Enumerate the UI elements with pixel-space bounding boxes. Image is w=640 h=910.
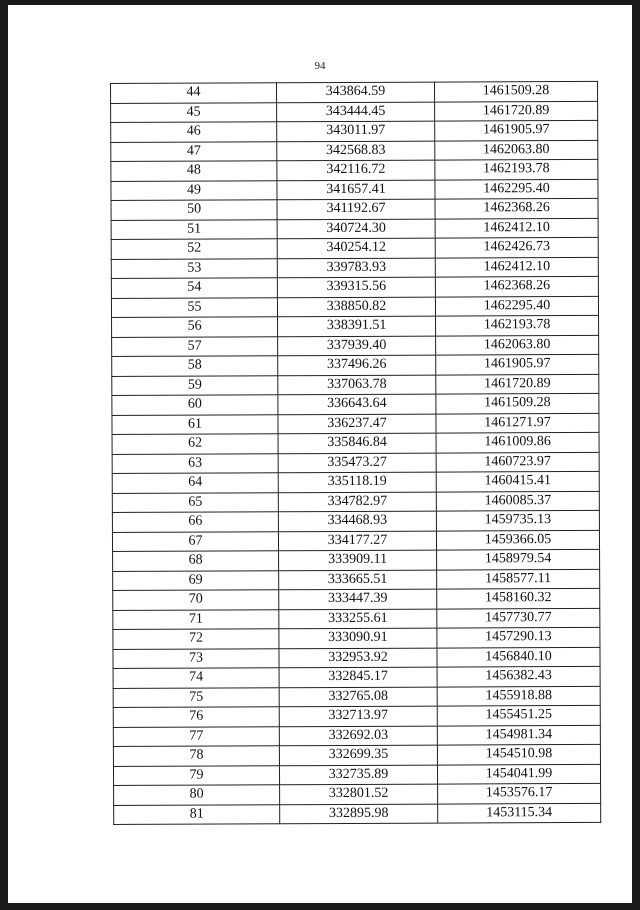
y-coordinate-cell: 1457290.13 [437,627,600,647]
point-number-cell: 64 [112,473,278,493]
x-coordinate-cell: 332735.89 [279,765,437,785]
x-coordinate-cell: 332713.97 [279,706,437,726]
x-coordinate-cell: 332699.35 [279,745,437,765]
x-coordinate-cell: 334177.27 [278,531,436,551]
y-coordinate-cell: 1458577.11 [437,569,600,589]
y-coordinate-cell: 1460415.41 [436,471,599,491]
x-coordinate-cell: 333665.51 [279,570,437,590]
y-coordinate-cell: 1462193.78 [435,159,598,179]
table-row [113,627,600,649]
x-coordinate-cell: 336237.47 [278,414,436,434]
table-row [111,296,598,318]
point-number-cell: 77 [113,726,279,746]
point-number-cell: 55 [111,297,277,317]
x-coordinate-cell: 342568.83 [277,141,435,161]
point-number-cell: 81 [114,804,280,824]
table-row [112,491,599,513]
y-coordinate-cell: 1455451.25 [437,705,600,725]
point-number-cell: 67 [112,531,278,551]
y-coordinate-cell: 1461720.89 [435,101,598,121]
table-row [113,569,600,591]
table-row [113,608,600,630]
y-coordinate-cell: 1462368.26 [435,198,598,218]
x-coordinate-cell: 332845.17 [279,667,437,687]
y-coordinate-cell: 1456840.10 [437,647,600,667]
y-coordinate-cell: 1460723.97 [436,452,599,472]
table-row [112,510,599,532]
point-number-cell: 69 [113,570,279,590]
table-row [111,140,598,162]
y-coordinate-cell: 1453576.17 [438,783,601,803]
y-coordinate-cell: 1461271.97 [436,413,599,433]
point-number-cell: 76 [113,707,279,727]
table-row [113,588,600,610]
y-coordinate-cell: 1461905.97 [435,120,598,140]
y-coordinate-cell: 1460085.37 [436,491,599,511]
y-coordinate-cell: 1462426.73 [435,237,598,257]
table-row [112,393,599,415]
page-number: 94 [314,60,326,72]
table-row [111,120,598,142]
y-coordinate-cell: 1461720.89 [436,374,599,394]
x-coordinate-cell: 334782.97 [278,492,436,512]
y-coordinate-cell: 1462295.40 [435,296,598,316]
point-number-cell: 62 [112,434,278,454]
table-row [111,101,598,123]
point-number-cell: 66 [112,512,278,532]
x-coordinate-cell: 342116.72 [277,160,435,180]
table-row [111,276,598,298]
x-coordinate-cell: 333909.11 [279,550,437,570]
table-row [111,237,598,259]
x-coordinate-cell: 343011.97 [277,121,435,141]
x-coordinate-cell: 332692.03 [279,726,437,746]
point-number-cell: 63 [112,453,278,473]
point-number-cell: 80 [114,785,280,805]
y-coordinate-cell: 1456382.43 [437,666,600,686]
table-row [113,686,600,708]
point-number-cell: 50 [111,200,277,220]
table-row [113,725,600,747]
x-coordinate-cell: 335473.27 [278,453,436,473]
point-number-cell: 74 [113,668,279,688]
point-number-cell: 56 [112,317,278,337]
point-number-cell: 53 [111,258,277,278]
y-coordinate-cell: 1458160.32 [437,588,600,608]
x-coordinate-cell: 341192.67 [277,199,435,219]
x-coordinate-cell: 337939.40 [278,336,436,356]
x-coordinate-cell: 338850.82 [277,297,435,317]
table-row [112,374,599,396]
coordinate-table [110,81,601,825]
x-coordinate-cell: 338391.51 [278,316,436,336]
table-row [112,530,599,552]
y-coordinate-cell: 1459366.05 [436,530,599,550]
x-coordinate-cell: 334468.93 [278,511,436,531]
point-number-cell: 59 [112,375,278,395]
x-coordinate-cell: 343444.45 [277,102,435,122]
point-number-cell: 71 [113,609,279,629]
y-coordinate-cell: 1461009.86 [436,432,599,452]
table-row [113,549,600,571]
y-coordinate-cell: 1462295.40 [435,179,598,199]
table-row [112,354,599,376]
x-coordinate-cell: 340254.12 [277,238,435,258]
x-coordinate-cell: 339315.56 [277,277,435,297]
x-coordinate-cell: 332801.52 [280,784,438,804]
x-coordinate-cell: 333090.91 [279,628,437,648]
x-coordinate-cell: 335846.84 [278,433,436,453]
x-coordinate-cell: 336643.64 [278,394,436,414]
table-row [112,452,599,474]
y-coordinate-cell: 1458979.54 [437,549,600,569]
point-number-cell: 54 [111,278,277,298]
coordinate-table-body [111,81,601,824]
y-coordinate-cell: 1455918.88 [437,686,600,706]
table-row [111,179,598,201]
x-coordinate-cell: 337496.26 [278,355,436,375]
x-coordinate-cell: 332895.98 [280,804,438,824]
y-coordinate-cell: 1462368.26 [435,276,598,296]
x-coordinate-cell: 337063.78 [278,375,436,395]
table-row [113,744,600,766]
document-page [8,5,632,903]
point-number-cell: 58 [112,356,278,376]
y-coordinate-cell: 1461905.97 [436,354,599,374]
table-row [114,803,601,825]
point-number-cell: 52 [111,239,277,259]
y-coordinate-cell: 1454041.99 [437,764,600,784]
y-coordinate-cell: 1461509.28 [434,81,597,101]
table-row [112,315,599,337]
point-number-cell: 78 [113,746,279,766]
point-number-cell: 60 [112,395,278,415]
x-coordinate-cell: 333255.61 [279,609,437,629]
table-row [111,198,598,220]
y-coordinate-cell: 1462193.78 [436,315,599,335]
point-number-cell: 75 [113,687,279,707]
table-row [112,471,599,493]
point-number-cell: 79 [113,765,279,785]
point-number-cell: 72 [113,629,279,649]
table-row [111,257,598,279]
point-number-cell: 44 [111,83,277,103]
x-coordinate-cell: 343864.59 [277,82,435,102]
x-coordinate-cell: 333447.39 [279,589,437,609]
table-row [113,705,600,727]
table-row [111,218,598,240]
point-number-cell: 46 [111,122,277,142]
point-number-cell: 68 [113,551,279,571]
y-coordinate-cell: 1462412.10 [435,218,598,238]
point-number-cell: 70 [113,590,279,610]
x-coordinate-cell: 341657.41 [277,180,435,200]
table-row [111,159,598,181]
point-number-cell: 57 [112,336,278,356]
point-number-cell: 61 [112,414,278,434]
table-row [113,764,600,786]
y-coordinate-cell: 1457730.77 [437,608,600,628]
y-coordinate-cell: 1454510.98 [437,744,600,764]
point-number-cell: 47 [111,141,277,161]
table-row [113,647,600,669]
table-row [112,413,599,435]
y-coordinate-cell: 1453115.34 [438,803,601,823]
table-row [112,335,599,357]
x-coordinate-cell: 340724.30 [277,219,435,239]
point-number-cell: 49 [111,180,277,200]
table-row [111,81,598,103]
point-number-cell: 48 [111,161,277,181]
point-number-cell: 45 [111,102,277,122]
y-coordinate-cell: 1462412.10 [435,257,598,277]
y-coordinate-cell: 1462063.80 [435,140,598,160]
table-row [113,666,600,688]
point-number-cell: 65 [112,492,278,512]
x-coordinate-cell: 335118.19 [278,472,436,492]
y-coordinate-cell: 1454981.34 [437,725,600,745]
point-number-cell: 73 [113,648,279,668]
y-coordinate-cell: 1459735.13 [436,510,599,530]
table-row [114,783,601,805]
x-coordinate-cell: 332953.92 [279,648,437,668]
y-coordinate-cell: 1461509.28 [436,393,599,413]
point-number-cell: 51 [111,219,277,239]
x-coordinate-cell: 339783.93 [277,258,435,278]
y-coordinate-cell: 1462063.80 [436,335,599,355]
table-row [112,432,599,454]
x-coordinate-cell: 332765.08 [279,687,437,707]
